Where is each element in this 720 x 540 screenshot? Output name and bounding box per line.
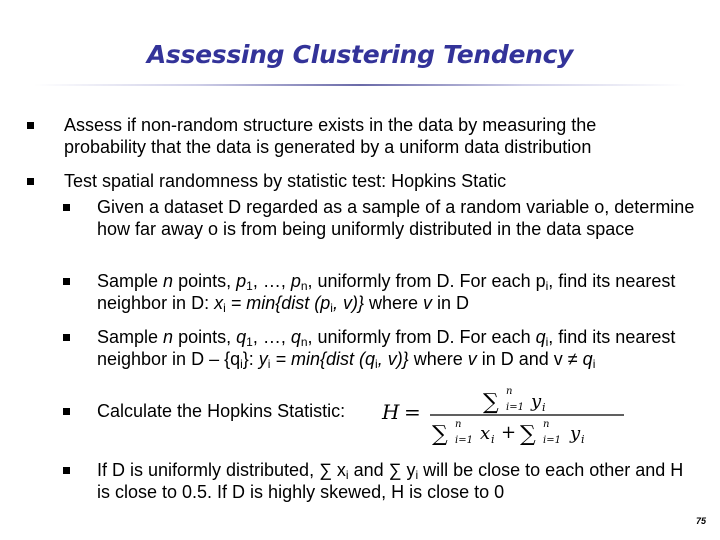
formula-den-sigma-2: ∑ [520,422,536,445]
formula-den-y-sub: i [581,433,585,445]
sub-bullet-text-2: Sample n points, $p_1$, …, $p_n$, uniformly from D. For each $p_i$, find its nearest neighbor in D: $x_i$ = min{dist ($p_i$, v)} where v in D [97,271,676,315]
sub-bullet-marker-2 [63,278,70,285]
sub-bullet-text-4: Calculate the Hopkins Statistic: [97,401,346,421]
sub-bullet-marker-5 [63,467,70,474]
formula-num-upper: n [506,386,513,397]
formula-lhs: H [382,400,400,424]
bullet-text-1: Assess if non-random structure exists in the data by measuring the probability that the data is generated by a uniform data distribution [64,115,597,157]
formula-num-y: y [531,391,542,412]
sub-bullet-marker-3 [63,334,70,341]
formula-den-plus: + [501,422,517,443]
formula-den-sigma-1: ∑ [432,422,448,445]
formula-den-lower-1: i=1 [455,435,473,445]
formula-den-upper-1: n [455,419,462,430]
sub-bullet-text-5: If D is uniformly distributed, ∑ $x_i$ and ∑ $y_i$ will be close to each other and H is close to 0.5. If D is highly skewed, H is close to 0 [97,460,684,502]
sub-bullet-marker-1 [63,204,70,211]
formula-den-x-sub: i [491,433,495,445]
slide-title: Assessing Clustering Tendency [146,40,574,69]
formula-den-upper-2: n [543,419,550,430]
sub-bullet-text-3: Sample n points, $q_1$, …, $q_n$, uniformly from D. For each $q_i$, find its nearest neighbor in D – $\{q_i\}$: $y_i$ = min{dist ($q_i$, v)} where v in D and $v \ne q_i$ [97,327,676,371]
formula-num-y-sub: i [542,401,546,414]
hopkins-formula [380,383,630,445]
title-divider [34,84,686,86]
bullet-text-2: Test spatial randomness by statistic test: Hopkins Static [64,171,507,191]
formula-num-sigma: ∑ [483,390,499,415]
formula-den-lower-2: i=1 [543,435,561,445]
sub-bullet-marker-4 [63,408,70,415]
bullet-marker-2 [27,178,34,185]
formula-den-y: y [570,423,581,444]
formula-equals: = [404,400,421,424]
formula-num-lower: i=1 [506,402,524,413]
page-number: 75 [695,516,706,526]
sub-bullet-text-1: Given a dataset D regarded as a sample of a random variable o, determine how far away o is from being uniformly distributed in the data space [97,197,695,239]
formula-den-x: x [480,423,491,444]
bullet-marker-1 [27,122,34,129]
